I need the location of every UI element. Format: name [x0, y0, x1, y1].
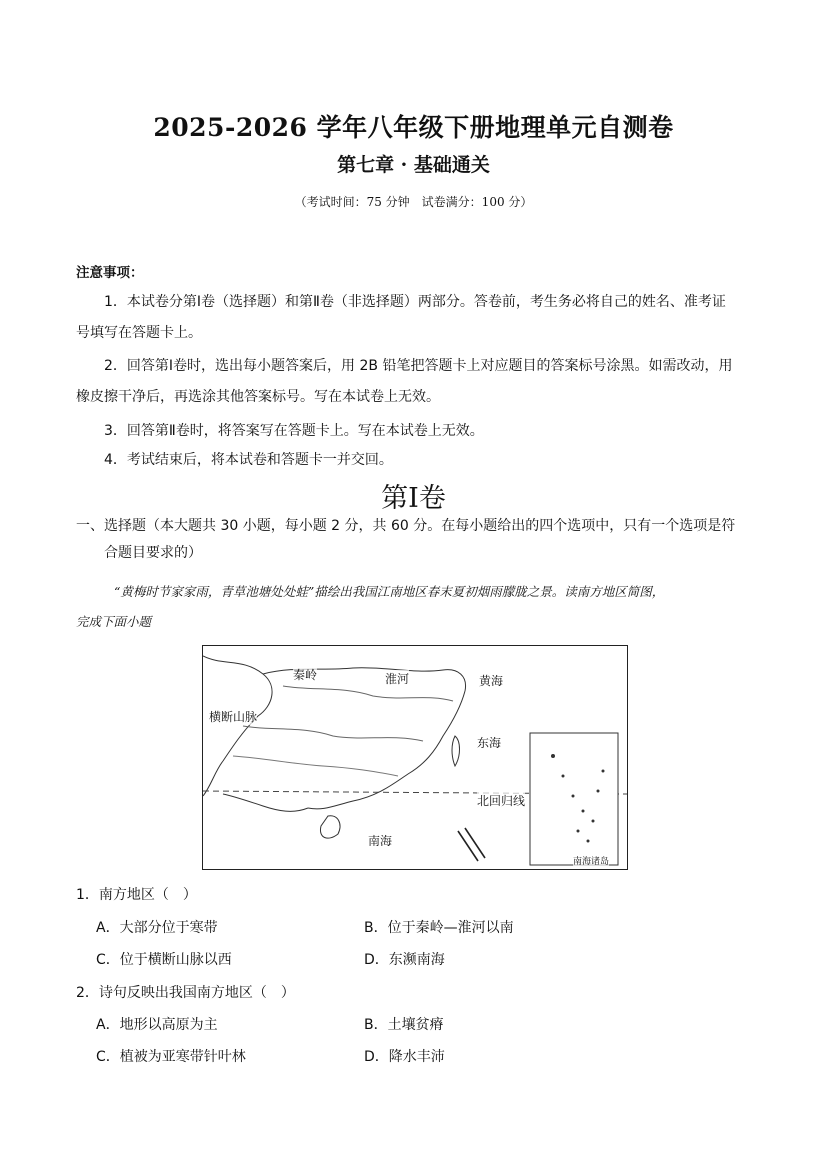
section-title: 第Ⅰ卷 — [381, 483, 446, 514]
map-border-west — [203, 656, 272, 796]
question-2-option-c[interactable]: C．植被为亚寒带针叶林 — [96, 1049, 246, 1065]
exam-meta: （考试时间：75 分钟 试卷满分：100 分） — [294, 195, 533, 209]
question-1-stem: 1．南方地区（ ） — [76, 887, 197, 903]
taiwan-island — [452, 736, 460, 766]
exam-subtitle: 第七章 · 基础通关 — [337, 154, 490, 176]
hainan-island — [320, 816, 340, 838]
part-heading-line-2: 合题目要求的） — [104, 545, 202, 561]
question-2-stem: 2．诗句反映出我国南方地区（ ） — [76, 985, 295, 1001]
map-coastline — [308, 691, 465, 809]
map-label-huanghai: 黄海 — [479, 674, 504, 688]
notes-heading: 注意事项： — [76, 265, 144, 281]
intro-line-1: “黄梅时节家家雨，青草池塘处处蛙”描绘出我国江南地区春末夏初烟雨朦胧之景。读南方地区简图， — [114, 584, 665, 599]
nine-dash-segment — [458, 828, 485, 861]
intro-line-2: 完成下面小题 — [76, 614, 152, 629]
note-4: 4．考试结束后，将本试卷和答题卡一并交回。 — [104, 452, 393, 468]
question-1-option-a[interactable]: A．大部分位于寒带 — [96, 920, 218, 936]
map-label-donghai: 东海 — [477, 736, 502, 750]
major-river-2 — [243, 726, 423, 741]
map-label-tropic: 北回归线 — [477, 794, 526, 808]
map-label-hengduan: 横断山脉 — [209, 710, 258, 724]
map-label-huaihe: 淮河 — [385, 672, 410, 686]
inset-frame — [530, 733, 618, 865]
map-border-south — [223, 794, 308, 811]
question-1-option-c[interactable]: C．位于横断山脉以西 — [96, 952, 232, 968]
note-1-line-2: 号填写在答题卡上。 — [76, 325, 202, 341]
part-heading-line-1: 一、选择题（本大题共 30 小题，每小题 2 分，共 60 分。在每小题给出的四个选项中，只有一个选项是符 — [76, 518, 736, 534]
question-1-option-b[interactable]: B．位于秦岭—淮河以南 — [364, 920, 514, 936]
exam-title: 2025-2026 学年八年级下册地理单元自测卷 — [153, 113, 674, 142]
note-1-line-1: 1．本试卷分第Ⅰ卷（选择题）和第Ⅱ卷（非选择题）两部分。答卷前，考生务必将自己的姓名、准考证 — [104, 294, 726, 310]
map-label-qinling: 秦岭 — [293, 668, 318, 682]
map-drawing — [203, 646, 627, 869]
major-river-3 — [233, 756, 398, 776]
major-river-1 — [283, 686, 453, 701]
question-1-option-d[interactable]: D．东濒南海 — [364, 952, 445, 968]
map-label-nanhai: 南海 — [368, 834, 393, 848]
question-2-option-d[interactable]: D．降水丰沛 — [364, 1049, 445, 1065]
map-label-islands: 南海诸岛 — [573, 854, 609, 867]
note-3: 3．回答第Ⅱ卷时，将答案写在答题卡上。写在本试卷上无效。 — [104, 423, 484, 439]
question-2-option-b[interactable]: B．土壤贫瘠 — [364, 1017, 444, 1033]
note-2-line-2: 橡皮擦干净后，再选涂其他答案标号。写在本试卷上无效。 — [76, 389, 440, 405]
question-2-option-a[interactable]: A．地形以高原为主 — [96, 1017, 218, 1033]
note-2-line-1: 2．回答第Ⅰ卷时，选出每小题答案后，用 2B 铅笔把答题卡上对应题目的答案标号涂黑。如需改动，用 — [104, 358, 733, 374]
south-china-map — [202, 645, 628, 870]
